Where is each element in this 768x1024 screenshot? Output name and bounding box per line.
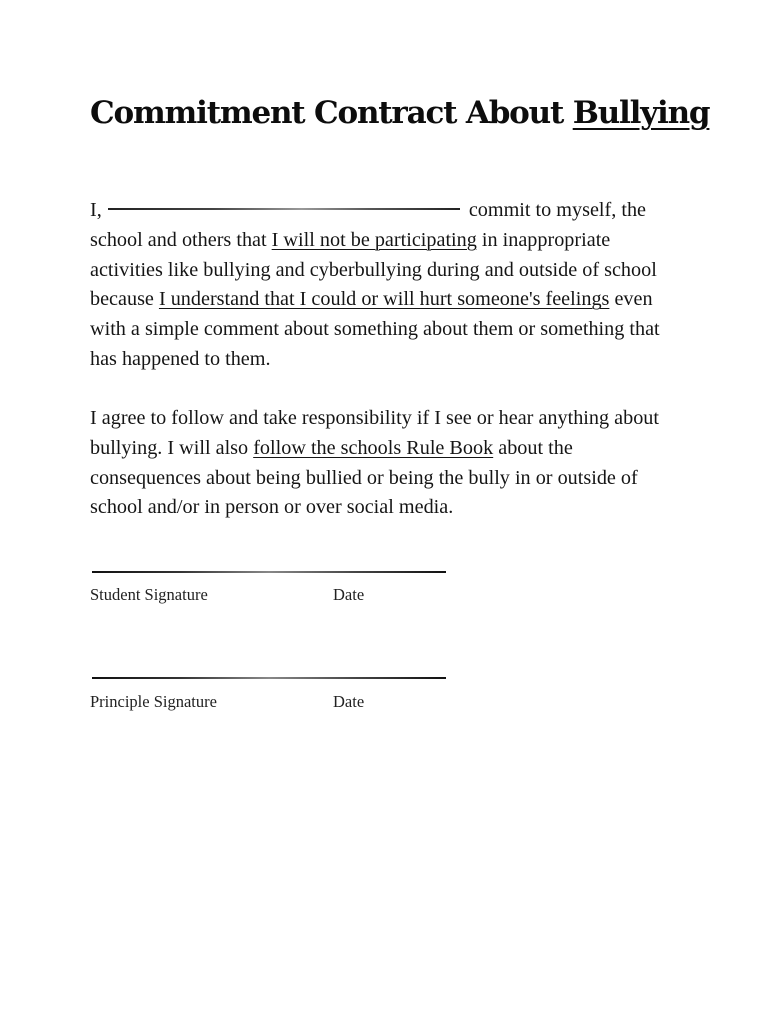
paragraph-text: in inappropriate activities like bullying and cyberbullying during and outside of school because xyxy=(90,228,657,311)
responsibility-paragraph xyxy=(90,404,686,523)
commitment-paragraph xyxy=(90,196,686,375)
principal-signature-line[interactable] xyxy=(92,677,446,679)
paragraph-text: even with a simple comment about something about them or something that has happened to them. xyxy=(90,288,660,370)
title-text: Commitment Contract About xyxy=(90,95,573,131)
student-signature-label: Student Signature xyxy=(90,585,208,604)
page-title xyxy=(90,95,709,131)
paragraph-lead: I, xyxy=(90,199,102,221)
student-date-label: Date xyxy=(333,585,365,604)
principal-date-label: Date xyxy=(333,692,365,711)
underlined-phrase: I understand that I could or will hurt someone's feelings xyxy=(158,288,610,311)
underlined-phrase: I will not be participating xyxy=(271,228,477,251)
title-underlined-word: Bullying xyxy=(572,95,710,131)
principal-signature-label: Principle Signature xyxy=(90,692,217,711)
name-blank-line[interactable] xyxy=(108,208,460,210)
paragraph-text: about the consequences about being bullied or being the bully in or outside of school and/or in person or over social media. xyxy=(90,436,638,519)
paragraph-text: I agree to follow and take responsibility if I see or hear anything about bullying. I will also xyxy=(90,407,659,459)
paragraph-text: commit to myself, the school and others that xyxy=(90,199,647,251)
student-signature-line[interactable] xyxy=(92,571,446,573)
underlined-phrase: follow the schools Rule Book xyxy=(253,436,494,459)
